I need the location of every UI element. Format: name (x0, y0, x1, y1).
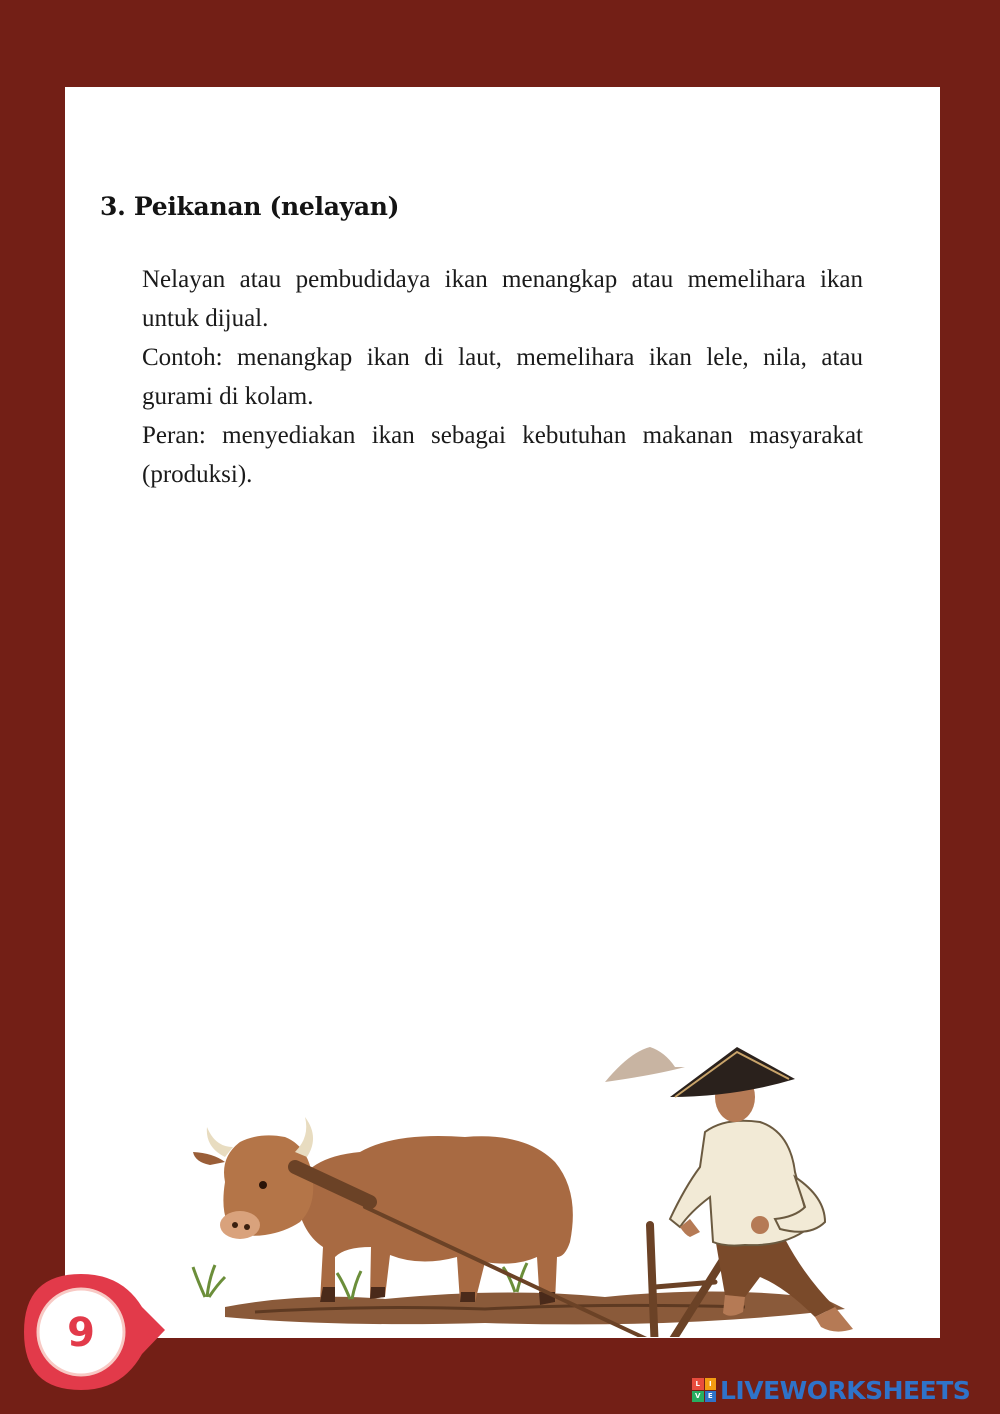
worksheet-page (65, 87, 940, 1338)
watermark-text: LIVEWORKSHEETS (720, 1375, 971, 1405)
paragraph-description: Nelayan atau pembudidaya ikan menangkap atau memelihara ikan untuk dijual. (142, 266, 863, 332)
liveworksheets-watermark[interactable] (692, 1375, 970, 1405)
logo-letter: I (705, 1378, 717, 1390)
paragraph-role: Peran: menyediakan ikan sebagai kebutuhan makanan masyarakat (produksi). (142, 422, 863, 488)
farmer-plowing-illustration (185, 957, 865, 1337)
logo-letter: E (705, 1391, 717, 1403)
logo-letter: V (692, 1391, 704, 1403)
dust-cloud (605, 1047, 685, 1082)
page-number-badge (22, 1272, 167, 1392)
section-body (142, 260, 863, 494)
page-number: 9 (67, 1310, 95, 1356)
section-heading: 3. Peikanan (nelayan) (100, 192, 400, 221)
liveworksheets-logo-icon (692, 1378, 716, 1402)
paragraph-example: Contoh: menangkap ikan di laut, memelihara ikan lele, nila, atau gurami di kolam. (142, 344, 863, 410)
logo-letter: L (692, 1378, 704, 1390)
farmer (670, 1047, 853, 1332)
